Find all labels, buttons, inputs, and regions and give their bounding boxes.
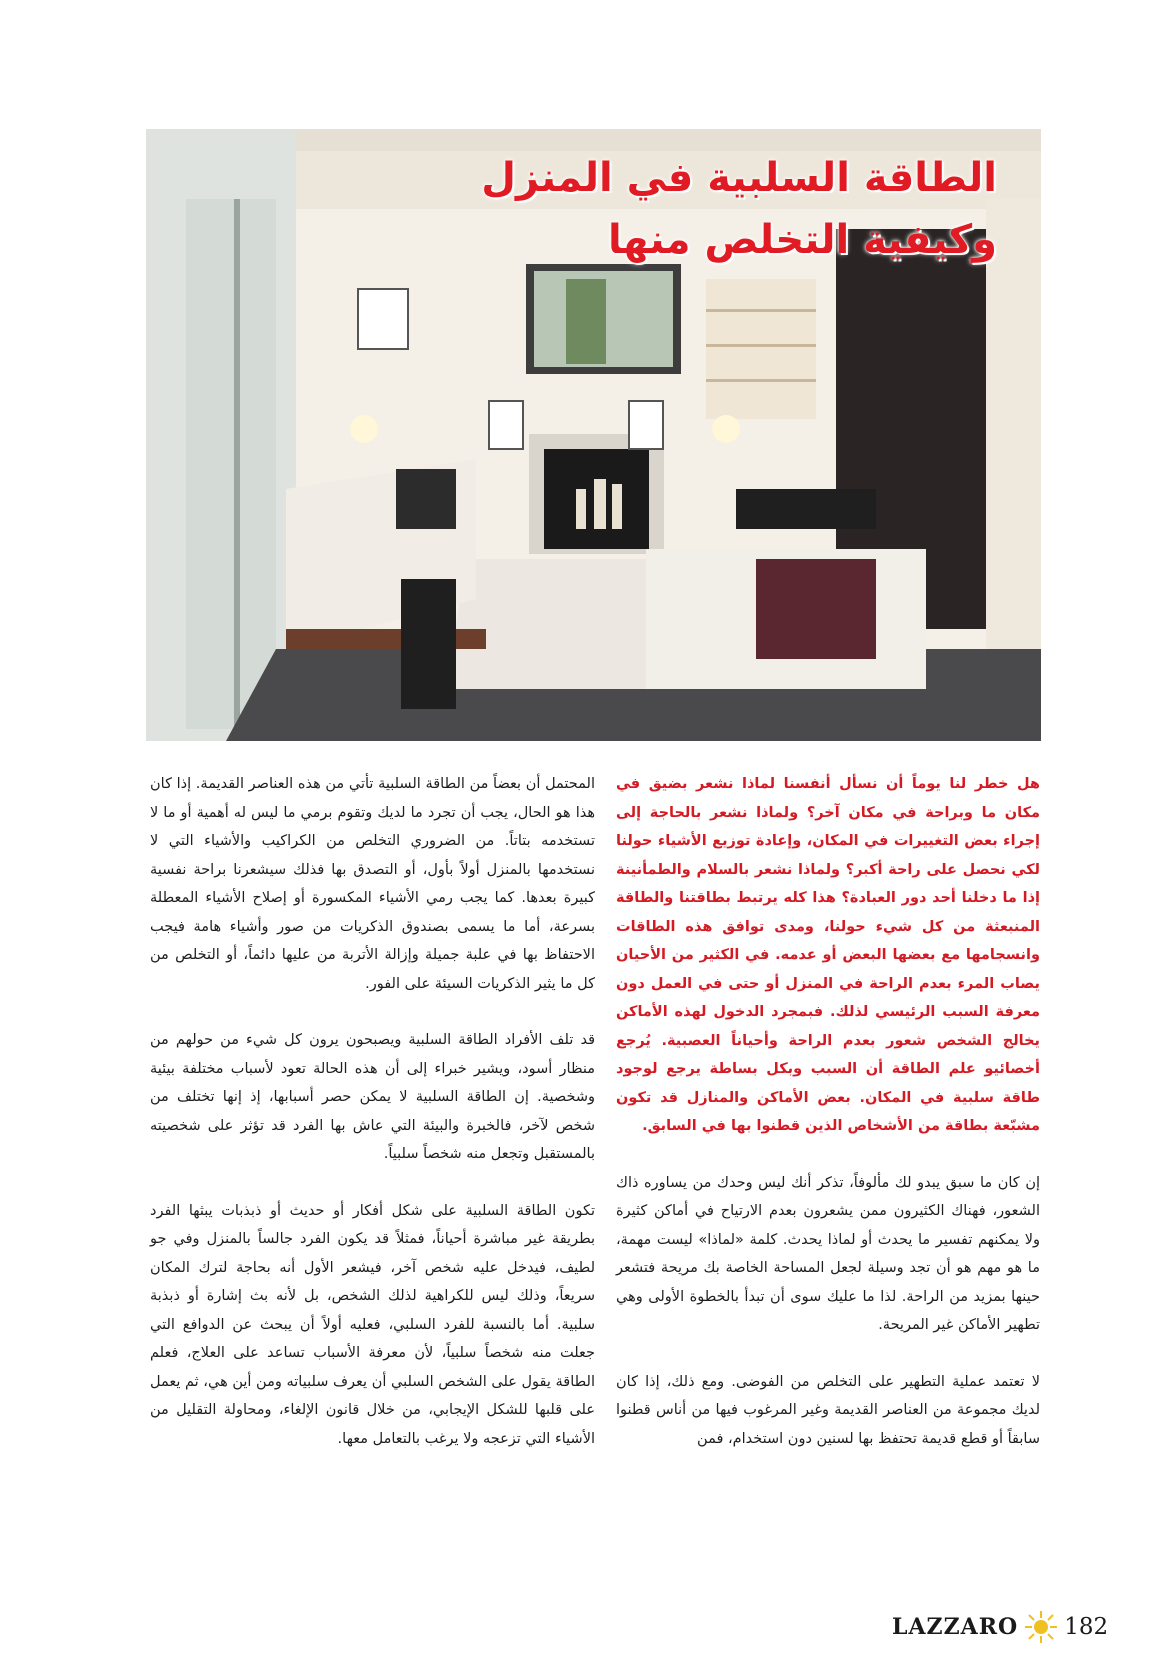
sun-icon [1024, 1610, 1058, 1644]
body-paragraph: لا تعتمد عملية التطهير على التخلص من الفوضى. ومع ذلك، إذا كان لديك مجموعة من العناصر القديمة وغير المرغوب فيها من أناس قطنوا سابقاً أو قطع قديمة تحتفظ بها لسنين دون استخدام، فمن [616, 1373, 1040, 1447]
left-column [150, 770, 595, 1481]
lead-paragraph: هل خطر لنا يوماً أن نسأل أنفسنا لماذا نشعر بضيق في مكان ما وبراحة في مكان آخر؟ ولماذا نشعر بالحاجة إلى إجراء بعض التغييرات في المكان، وإعادة توزيع الأشياء حولنا لكي نحصل على راحة أكبر؟ ولماذا نشعر بالسلام والطمأنينة إذا ما دخلنا أحد دور العبادة؟ هذا كله يرتبط بطاقتنا والطاقة المنبعثة من كل شيء حولنا، ومدى توافق هذه الطاقات وانسجامها مع بعضها البعض أو عدمه. في الكثير من الأحيان يصاب المرء بعدم الراحة في المنزل أو حتى في العمل دون معرفة السبب الرئيسي لذلك. فبمجرد الدخول لهذه الأماكن يخالج الشخص شعور بعدم الراحة وأحياناً العصبية. يُرجع أخصائيو علم الطاقة أن السبب وبكل بساطة يرجع لوجود طاقة سلبية في المكان. بعض الأماكن والمنازل قد تكون مشبّعة بطاقة من الأشخاص الذين قطنوا بها في السابق. [616, 776, 1040, 1134]
body-paragraph: المحتمل أن بعضاً من الطاقة السلبية تأتي من هذه العناصر القديمة. إذا كان هذا هو الحال، يجب أن تجرد ما لديك وتقوم برمي ما ليس له أهمية أو ما لا تستخدمه بتاتاً. من الضروري التخلص من الكراكيب والأشياء التي لا نستخدمها بالمنزل أولاً بأول، أو التصدق بها فذلك سيشعرنا براحة نفسية كبيرة بعدها. كما يجب رمي الأشياء المكسورة أو إصلاح الأشياء المعطلة بسرعة، أما ما يسمى بصندوق الذكريات من صور وأشياء هامة فيجب الاحتفاظ بها في علبة جميلة وإزالة الأتربة من عليها دائماً، أو التخلص من كل ما يثير الذكريات السيئة على الفور. [150, 776, 595, 992]
title-line-1: الطاقة السلبية في المنزل [481, 155, 997, 201]
right-column [616, 770, 1040, 1481]
title-line-2: وكيفية التخلص منها [608, 217, 997, 263]
body-paragraph: قد تلف الأفراد الطاقة السلبية ويصبحون يرون كل شيء من حولهم من منظار أسود، ويشير خبراء إلى أن هذه الحالة تعود لأسباب مختلفة بيئية وشخصية. إن الطاقة السلبية لا يمكن حصر أسبابها، إذ إنها تختلف من شخص لآخر، فالخبرة والبيئة التي عاش بها الفرد قد تؤثر على شخصيته بالمستقبل وتجعل منه شخصاً سلبياً. [150, 1032, 595, 1162]
article-title [437, 147, 997, 271]
body-paragraph: إن كان ما سبق يبدو لك مألوفاً، تذكر أنك ليس وحدك من يساوره ذاك الشعور، فهناك الكثيرون ممن يشعرون بعدم الارتياح في أماكن كثيرة ولا يمكنهم تفسير ما يحدث أو لماذا يحدث. كلمة «لماذا» ليست مهمة، ما هو مهم هو أن تجد وسيلة لجعل المساحة الخاصة بك مريحة فتشعر حينها بمزيد من الراحة. لذا ما عليك سوى أن تبدأ بالخطوة الأولى وهي تطهير الأماكن غير المريحة. [616, 1174, 1040, 1333]
brand-logo: LAZZARO [892, 1614, 1019, 1640]
page-number: 182 [1064, 1614, 1109, 1640]
body-paragraph: تكون الطاقة السلبية على شكل أفكار أو حديث أو ذبذبات يبثها الفرد بطريقة غير مباشرة أحياناً، فمثلاً قد يكون الفرد جالساً بالمنزل وفي جو لطيف، فيدخل عليه شخص آخر، فيشعر الأول أنه بحاجة لترك المكان سريعاً، وذلك ليس للكراهية لذلك الشخص، بل لأنه بث إشارة أو ذبذبة سلبية. أما بالنسبة للفرد السلبي، فعليه أولاً أن يبحث عن الدوافع التي جعلت منه شخصاً سلبياً، لأن معرفة الأسباب تساعد على العلاج، فعلم الطاقة يقول على الشخص السلبي أن يعرف سلبياته ومن أين هي، ثم يعمل على قلبها للشكل الإيجابي، من خلال قانون الإلغاء، ومحاولة التقليل من الأشياء التي تزعجه ولا يرغب بالتعامل معها. [150, 1202, 595, 1447]
page-footer [892, 1607, 1108, 1647]
living-room-photo [146, 129, 1041, 741]
